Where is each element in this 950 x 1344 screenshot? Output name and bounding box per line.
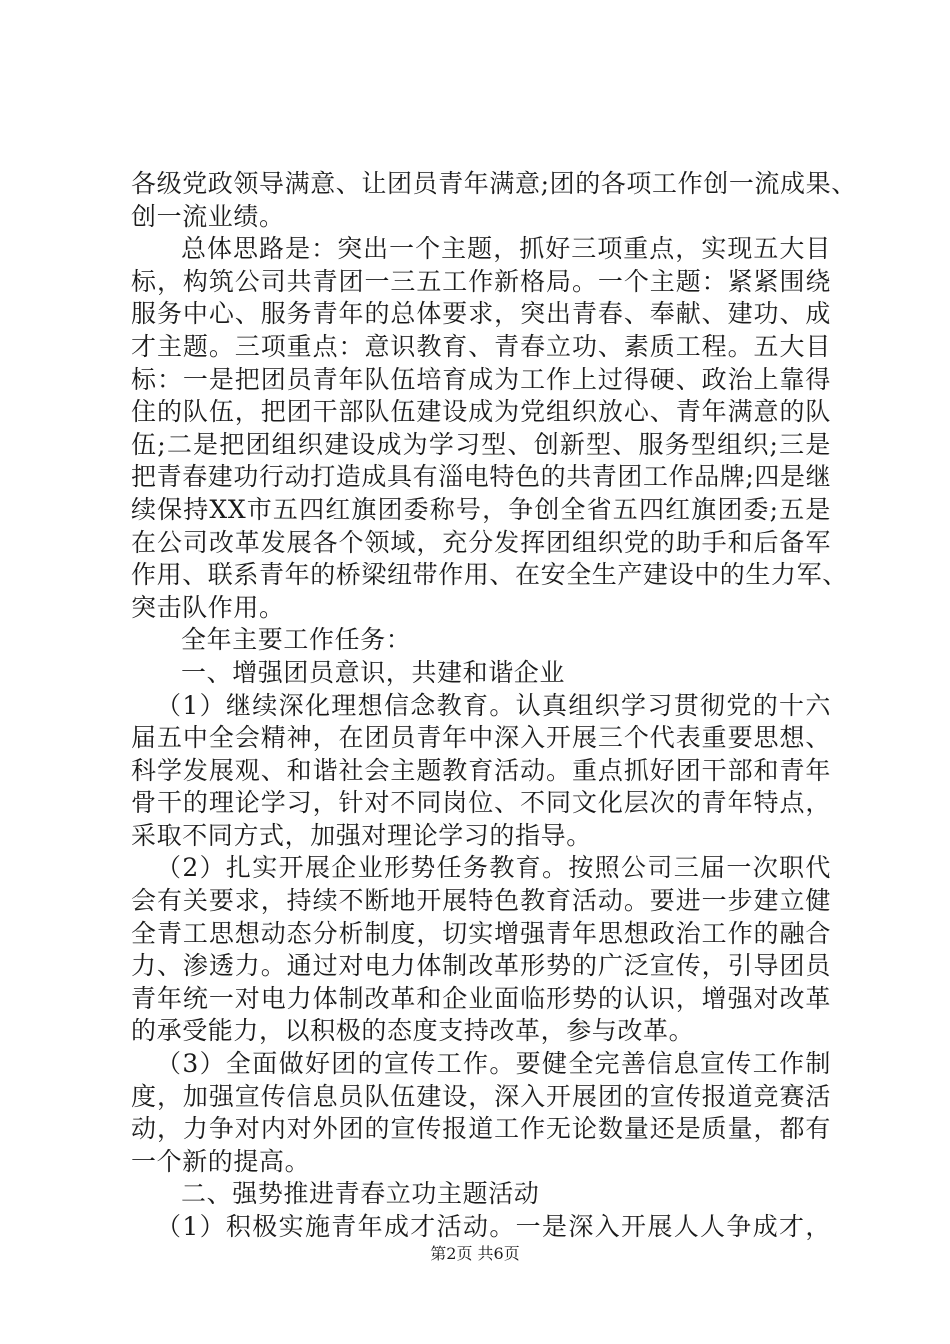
text-line: 届五中全会精神，在团员青年中深入开展三个代表重要思想、 bbox=[131, 723, 831, 753]
text-line: 力、渗透力。通过对电力体制改革形势的广泛宣传，引导团员 bbox=[131, 951, 831, 981]
text-line: 总体思路是：突出一个主题，抓好三项重点，实现五大目 bbox=[181, 234, 831, 264]
text-line: （1）积极实施青年成才活动。一是深入开展人人争成才， bbox=[156, 1212, 831, 1241]
text-line: 骨干的理论学习，针对不同岗位、不同文化层次的青年特点， bbox=[131, 788, 831, 818]
text-line: （2）扎实开展企业形势任务教育。按照公司三届一次职代 bbox=[156, 853, 831, 883]
text-line: 续保持XX市五四红旗团委称号，争创全省五四红旗团委;五是 bbox=[131, 494, 831, 524]
text-line: 采取不同方式，加强对理论学习的指导。 bbox=[131, 820, 592, 850]
text-line: 的承受能力，以积极的态度支持改革，参与改革。 bbox=[131, 1016, 695, 1046]
text-line: 动，力争对内对外团的宣传报道工作无论数量还是质量，都有 bbox=[131, 1114, 831, 1144]
text-line: 一、增强团员意识，共建和谐企业 bbox=[181, 657, 566, 687]
body-text bbox=[131, 168, 857, 1244]
text-line: 各级党政领导满意、让团员青年满意;团的各项工作创一流成果、 bbox=[131, 169, 857, 198]
text-line: 标：一是把团员青年队伍培育成为工作上过得硬、政治上靠得 bbox=[131, 364, 831, 394]
text-line: 全青工思想动态分析制度，切实增强青年思想政治工作的融合 bbox=[131, 918, 831, 948]
text-line: 服务中心、服务青年的总体要求，突出青春、奉献、建功、成 bbox=[131, 299, 831, 329]
text-line: 全年主要工作任务： bbox=[181, 625, 412, 655]
text-line: （1）继续深化理想信念教育。认真组织学习贯彻党的十六 bbox=[156, 690, 831, 720]
text-line: 伍;二是把团组织建设成为学习型、创新型、服务型组织;三是 bbox=[131, 429, 831, 459]
text-line: 一个新的提高。 bbox=[131, 1146, 311, 1176]
text-line: 才主题。三项重点：意识教育、青春立功、素质工程。五大目 bbox=[131, 331, 831, 361]
text-line: 把青春建功行动打造成具有淄电特色的共青团工作品牌;四是继 bbox=[131, 462, 832, 492]
text-line: 创一流业绩。 bbox=[131, 201, 285, 231]
text-line: 作用、联系青年的桥梁纽带作用、在安全生产建设中的生力军、 bbox=[131, 560, 848, 590]
text-line: 度，加强宣传信息员队伍建设，深入开展团的宣传报道竞赛活 bbox=[131, 1081, 831, 1111]
text-line: 科学发展观、和谐社会主题教育活动。重点抓好团干部和青年 bbox=[131, 755, 831, 785]
text-line: 会有关要求，持续不断地开展特色教育活动。要进一步建立健 bbox=[131, 886, 831, 916]
text-line: 突击队作用。 bbox=[131, 592, 285, 622]
text-line: 在公司改革发展各个领域，充分发挥团组织党的助手和后备军 bbox=[131, 527, 831, 557]
text-line: （3）全面做好团的宣传工作。要健全完善信息宣传工作制 bbox=[156, 1049, 831, 1079]
text-line: 住的队伍，把团干部队伍建设成为党组织放心、青年满意的队 bbox=[131, 397, 831, 427]
text-line: 青年统一对电力体制改革和企业面临形势的认识，增强对改革 bbox=[131, 983, 831, 1013]
text-line: 二、强势推进青春立功主题活动 bbox=[181, 1179, 540, 1209]
text-line: 标，构筑公司共青团一三五工作新格局。一个主题：紧紧围绕 bbox=[131, 266, 831, 296]
page-footer: 第2页 共6页 bbox=[430, 1244, 520, 1263]
